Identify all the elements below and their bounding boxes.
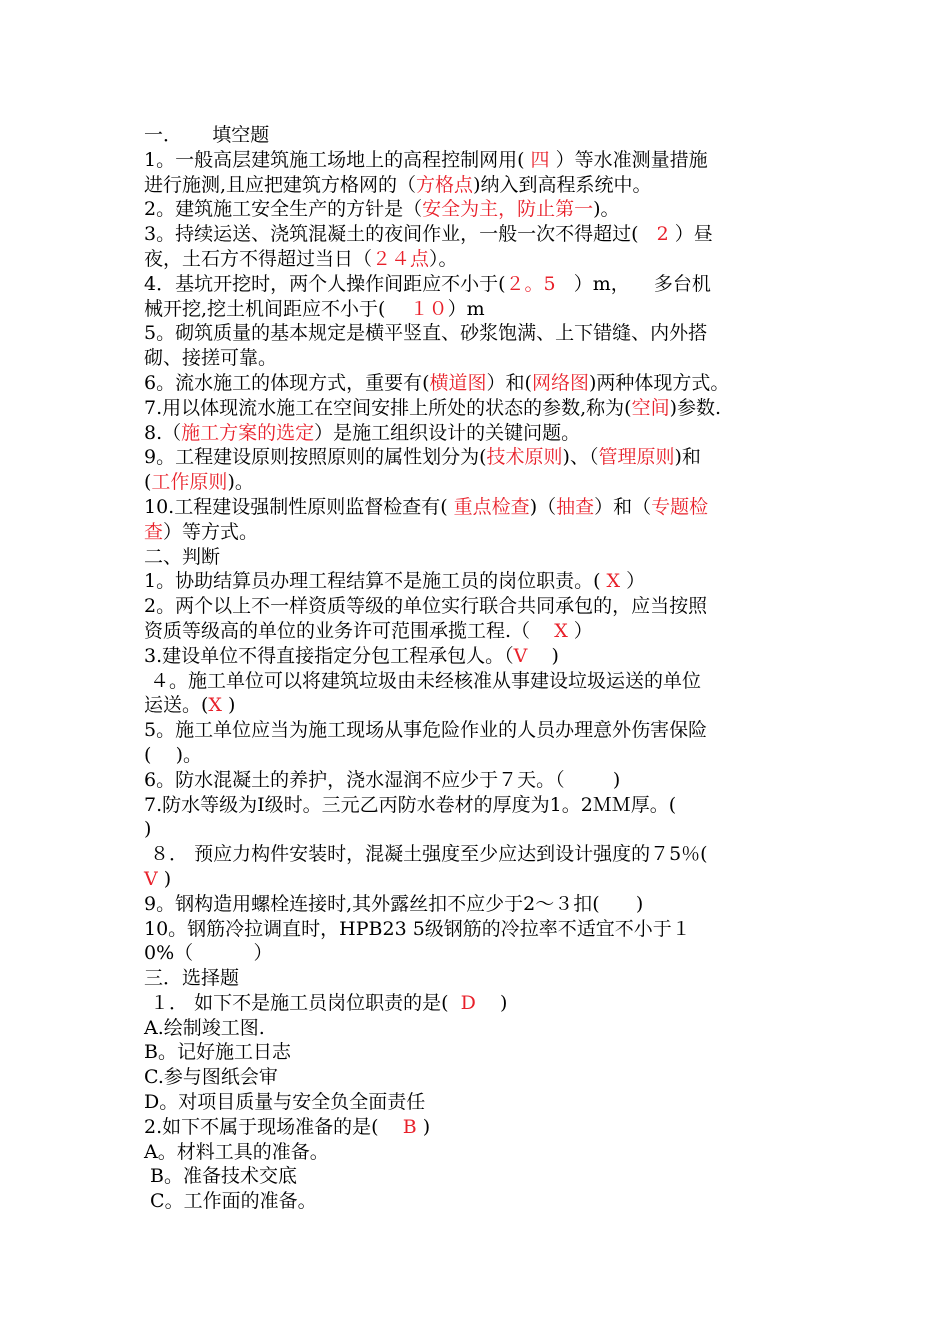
question-text: ）等方式。 <box>163 520 259 543</box>
question-text: ）m， 多台机 <box>555 272 711 295</box>
question-text: )。 <box>227 471 254 494</box>
question-text: ) <box>221 694 236 717</box>
question-text: ) <box>416 1115 431 1138</box>
question-text: ) <box>527 644 559 667</box>
question-text: 9。钢构造用螺栓连接时,其外露丝扣不应少于2～３扣( ) <box>144 892 644 915</box>
question-text: ( )。 <box>144 743 202 766</box>
text-line <box>144 421 814 446</box>
question-text: 0%（ ） <box>144 942 273 965</box>
question-text: A。材料工具的准备。 <box>144 1140 329 1163</box>
text-line <box>144 917 814 942</box>
text-line <box>144 892 814 917</box>
answer-text: 网络图 <box>531 371 589 394</box>
question-text: )。 <box>593 198 620 221</box>
answer-text: 查 <box>144 520 164 543</box>
question-text: 1。一般高层建筑施工场地上的高程控制网用( <box>144 148 531 171</box>
text-line <box>144 619 814 644</box>
question-text: )参数. <box>669 396 722 419</box>
text-line <box>144 693 814 718</box>
question-text: 3.建设单位不得直接指定分包工程承包人。（ <box>144 644 514 667</box>
question-text: 夜，土石方不得超过当日（ <box>144 247 373 270</box>
text-line <box>144 272 814 297</box>
text-line <box>144 743 814 768</box>
answer-text: B <box>402 1115 417 1138</box>
question-text: 2。建筑施工安全生产的方针是（ <box>144 198 423 221</box>
question-text: )、（ <box>562 446 599 469</box>
question-text: ) <box>475 991 508 1014</box>
text-line <box>144 1090 814 1115</box>
answer-text: 工作原则 <box>151 471 228 494</box>
answer-text: V <box>144 867 158 890</box>
answer-text: 安全为主，防止第一 <box>422 198 594 221</box>
answer-text: 技术原则 <box>486 446 563 469</box>
answer-text: 2 <box>656 223 669 246</box>
text-line <box>144 1065 814 1090</box>
question-text: ）m <box>447 297 485 320</box>
question-text: 1。协助结算员办理工程结算不是施工员的岗位职责。( <box>144 570 607 593</box>
question-text: 3。持续运送、浇筑混凝土的夜间作业，一般一次不得超过( <box>144 223 657 246</box>
question-text: 2.如下不属于现场准备的是( <box>144 1115 403 1138</box>
question-text: 9。工程建设原则按照原则的属性划分为( <box>144 446 487 469</box>
question-text: ８． 预应力构件安装时，混凝土强度至少应达到设计强度的７5％( <box>144 843 708 866</box>
question-text: C。工作面的准备。 <box>144 1190 317 1213</box>
text-line <box>144 346 814 371</box>
text-line <box>144 1115 814 1140</box>
text-line <box>144 718 814 743</box>
text-line <box>144 197 814 222</box>
question-text: 7.用以体现流水施工在空间安排上所处的状态的参数,称为( <box>144 396 632 419</box>
question-text: ）是施工组织设计的关键问题。 <box>314 421 581 444</box>
text-line <box>144 470 814 495</box>
text-line <box>144 371 814 396</box>
answer-text: D <box>460 991 476 1014</box>
text-line <box>144 842 814 867</box>
question-text: )纳入到高程系统中。 <box>473 173 652 196</box>
question-text: B。记好施工日志 <box>144 1041 291 1064</box>
question-text: 2。两个以上不一样资质等级的单位实行联合共同承包的，应当按照 <box>144 595 708 618</box>
text-line <box>144 520 814 545</box>
question-text: )（ <box>529 495 557 518</box>
text-line <box>144 495 814 520</box>
question-text: )和 <box>674 446 701 469</box>
text-line <box>144 445 814 470</box>
text-line <box>144 222 814 247</box>
answer-text: 专题检 <box>651 495 709 518</box>
text-line <box>144 297 814 322</box>
answer-text: 空间 <box>631 396 670 419</box>
text-line <box>144 793 814 818</box>
answer-text: 四 <box>530 148 550 171</box>
question-text: 6。防水混凝土的养护，浇水湿润不应少于７天。（ ) <box>144 768 621 791</box>
text-line <box>144 966 814 991</box>
text-line <box>144 1016 814 1041</box>
text-line <box>144 991 814 1016</box>
text-line <box>144 396 814 421</box>
answer-text: 重点检查 <box>453 495 530 518</box>
question-text: 4．基坑开挖时，两个人操作间距应不小于( <box>144 272 506 295</box>
text-line <box>144 1040 814 1065</box>
text-line <box>144 569 814 594</box>
question-text: １． 如下不是施工员岗位职责的是( <box>144 991 461 1014</box>
question-text: 10.工程建设强制性原则监督检查有( <box>144 495 454 518</box>
text-line <box>144 1164 814 1189</box>
question-text: 10。钢筋冷拉调直时，HPB23 5级钢筋的冷拉率不适宜不小于１ <box>144 917 691 940</box>
question-text: 5。砌筑质量的基本规定是横平竖直、砂浆饱满、上下错缝、内外搭 <box>144 322 708 345</box>
question-text: ) <box>144 818 152 841</box>
question-text: ) <box>157 867 172 890</box>
question-text: )两种体现方式。 <box>588 371 730 394</box>
text-line <box>144 123 814 148</box>
question-text: 一． 填空题 <box>144 124 270 146</box>
question-text: ）昼 <box>668 223 713 246</box>
answer-text: 方格点 <box>416 173 474 196</box>
answer-text: X <box>606 570 621 593</box>
text-line <box>144 594 814 619</box>
answer-text: ２。5 <box>505 272 556 295</box>
question-text: ） <box>567 619 593 642</box>
answer-text: 横道图 <box>429 371 487 394</box>
question-text: 资质等级高的单位的业务许可范围承揽工程.（ <box>144 619 555 642</box>
text-line <box>144 545 814 570</box>
text-line <box>144 941 814 966</box>
question-text: 进行施测,且应把建筑方格网的（ <box>144 173 417 196</box>
text-line <box>144 817 814 842</box>
answer-text: １０ <box>409 297 448 320</box>
text-line <box>144 768 814 793</box>
text-line <box>144 247 814 272</box>
question-text: 8.（ <box>144 421 182 444</box>
question-text: 运送。( <box>144 694 209 717</box>
answer-text: V <box>513 644 528 667</box>
text-line <box>144 1189 814 1214</box>
text-line <box>144 321 814 346</box>
question-text: D。对项目质量与安全负全面责任 <box>144 1091 426 1114</box>
question-text: A.绘制竣工图. <box>144 1016 265 1039</box>
answer-text: X <box>208 694 222 717</box>
question-text: ）等水准测量措施 <box>549 148 708 171</box>
question-text: ４。施工单位可以将建筑垃圾由未经核准从事建设垃圾运送的单位 <box>144 669 702 692</box>
document-body <box>144 123 814 1214</box>
text-line <box>144 867 814 892</box>
text-line <box>144 644 814 669</box>
answer-text: 抽查 <box>556 495 595 518</box>
text-line <box>144 1140 814 1165</box>
answer-text: ２４点 <box>372 247 430 270</box>
question-text: 6。流水施工的体现方式，重要有( <box>144 371 430 394</box>
question-text: ）和( <box>486 371 532 394</box>
question-text: 7.防水等级为Ⅰ级时。三元乙丙防水卷材的厚度为1。2ＭＭ厚。( <box>144 793 677 816</box>
question-text: 二、判断 <box>144 545 221 568</box>
question-text: ）和（ <box>594 495 652 518</box>
question-text: 三．选择题 <box>144 967 240 990</box>
text-line <box>144 148 814 173</box>
question-text: 砌、接搓可靠。 <box>144 347 278 370</box>
answer-text: X <box>554 619 568 642</box>
question-text: ( <box>144 471 152 494</box>
answer-text: 管理原则 <box>598 446 675 469</box>
question-text: 械开挖,挖土机间距应不小于( <box>144 297 410 320</box>
question-text: B。准备技术交底 <box>144 1165 298 1188</box>
question-text: ） <box>620 570 646 593</box>
answer-text: 施工方案的选定 <box>181 421 315 444</box>
question-text: ）。 <box>429 247 458 270</box>
text-line <box>144 173 814 198</box>
question-text: 5。施工单位应当为施工现场从事危险作业的人员办理意外伤害保险 <box>144 719 708 742</box>
text-line <box>144 669 814 694</box>
question-text: C.参与图纸会审 <box>144 1066 278 1089</box>
